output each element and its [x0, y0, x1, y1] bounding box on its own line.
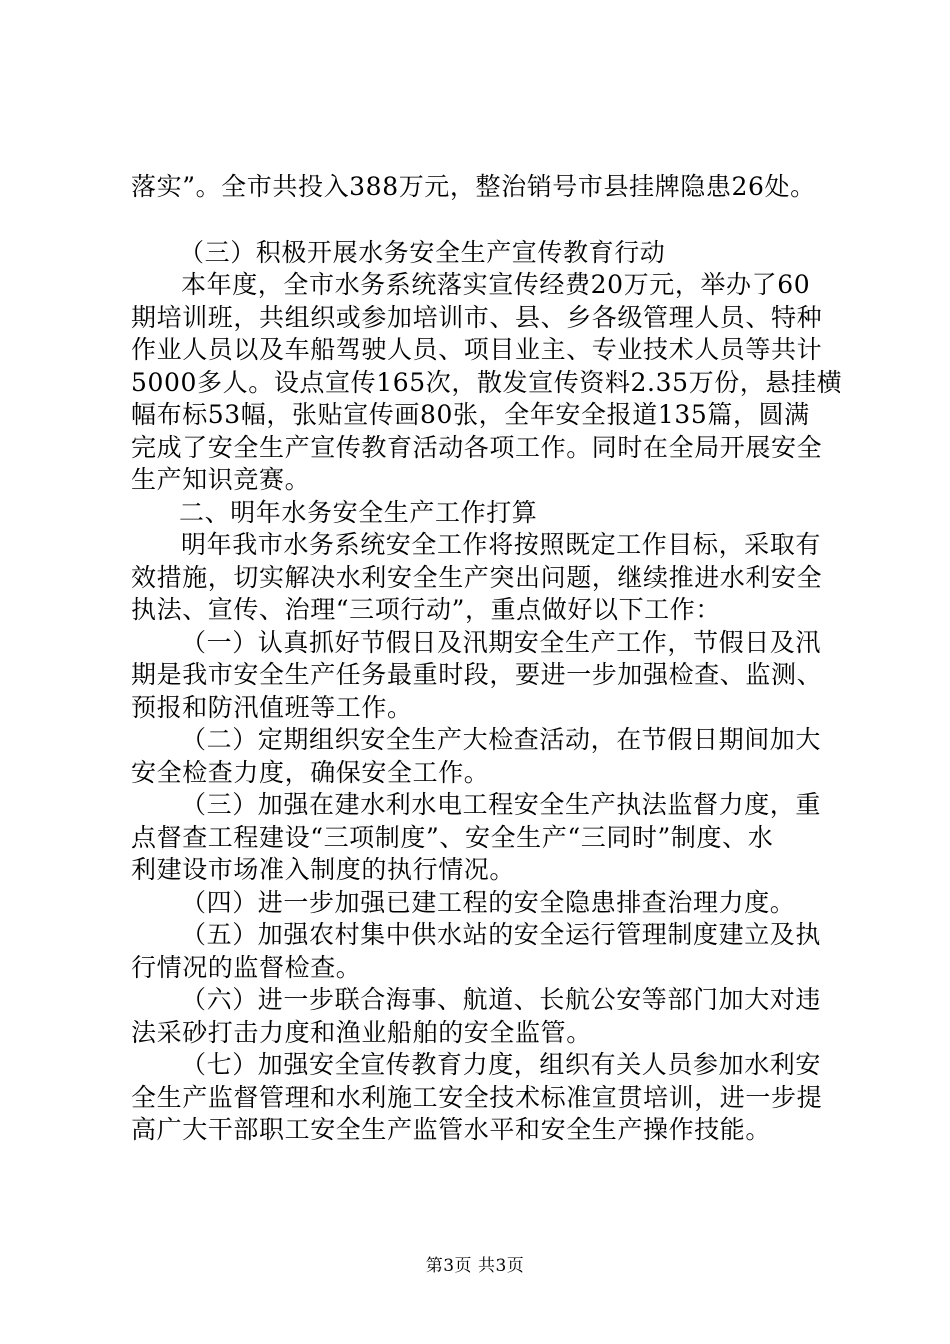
paragraph-line: 本年度，全市水务系统落实宣传经费20万元，举办了60: [181, 270, 811, 299]
list-item-line: （三）加强在建水利水电工程安全生产执法监督力度，重: [181, 790, 822, 819]
list-item-line: （六）进一步联合海事、航道、长航公安等部门加大对违: [181, 985, 822, 1014]
list-item-line: 全生产监督管理和水利施工安全技术标准宣贯培训，进一步提: [131, 1082, 823, 1112]
section-heading: 二、明年水务安全生产工作打算: [179, 497, 538, 527]
list-item-line: 法采砂打击力度和渔业船舶的安全监管。: [131, 1017, 592, 1047]
list-item-line: （四）进一步加强已建工程的安全隐患排查治理力度。: [181, 887, 796, 917]
list-item-line: 高广大干部职工安全生产监管水平和安全生产操作技能。: [131, 1115, 772, 1144]
paragraph-line: 完成了安全生产宣传教育活动各项工作。同时在全局开展安全: [131, 432, 823, 462]
document-body: [131, 171, 843, 1147]
list-item-line: （二）定期组织安全生产大检查活动，在节假日期间加大: [181, 725, 822, 754]
paragraph-line: 5000多人。设点宣传165次，散发宣传资料2.35万份，悬挂横: [131, 367, 843, 397]
paragraph-line: 生产知识竞赛。: [131, 465, 311, 494]
paragraph-gap: [131, 204, 831, 237]
list-item-line: （七）加强安全宣传教育力度，组织有关人员参加水利安: [181, 1050, 822, 1079]
list-item-line: （五）加强农村集中供水站的安全运行管理制度建立及执: [181, 920, 822, 949]
list-item-line: 安全检查力度，确保安全工作。: [131, 757, 490, 787]
list-item-line: 利建设市场准入制度的执行情况。: [131, 855, 516, 884]
list-item-line: 行情况的监督检查。: [131, 952, 362, 982]
list-item-line: 期是我市安全生产任务最重时段，要进一步加强检查、监测、: [131, 660, 823, 689]
paragraph-line: 效措施，切实解决水利安全生产突出问题，继续推进水利安全: [131, 562, 823, 592]
paragraph-line: 作业人员以及车船驾驶人员、项目业主、专业技术人员等共计: [131, 335, 823, 364]
page-number-footer: 第3页 共3页: [425, 1256, 525, 1276]
section-heading: （三）积极开展水务安全生产宣传教育行动: [179, 237, 666, 267]
list-item-line: （一）认真抓好节假日及汛期安全生产工作，节假日及汛: [181, 627, 822, 657]
paragraph-line: 落实”。全市共投入388万元，整治销号市县挂牌隐患26处。: [131, 172, 816, 201]
paragraph-line: 执法、宣传、治理“三项行动”，重点做好以下工作：: [131, 595, 721, 624]
paragraph-line: 明年我市水务系统安全工作将按照既定工作目标，采取有: [181, 530, 822, 559]
paragraph-line: 幅布标53幅，张贴宣传画80张，全年安全报道135篇，圆满: [131, 400, 810, 429]
list-item-line: 点督查工程建设“三项制度”、安全生产“三同时”制度、水: [131, 822, 774, 852]
paragraph-line: 期培训班，共组织或参加培训市、县、乡各级管理人员、特种: [131, 302, 823, 332]
list-item-line: 预报和防汛值班等工作。: [131, 692, 413, 722]
